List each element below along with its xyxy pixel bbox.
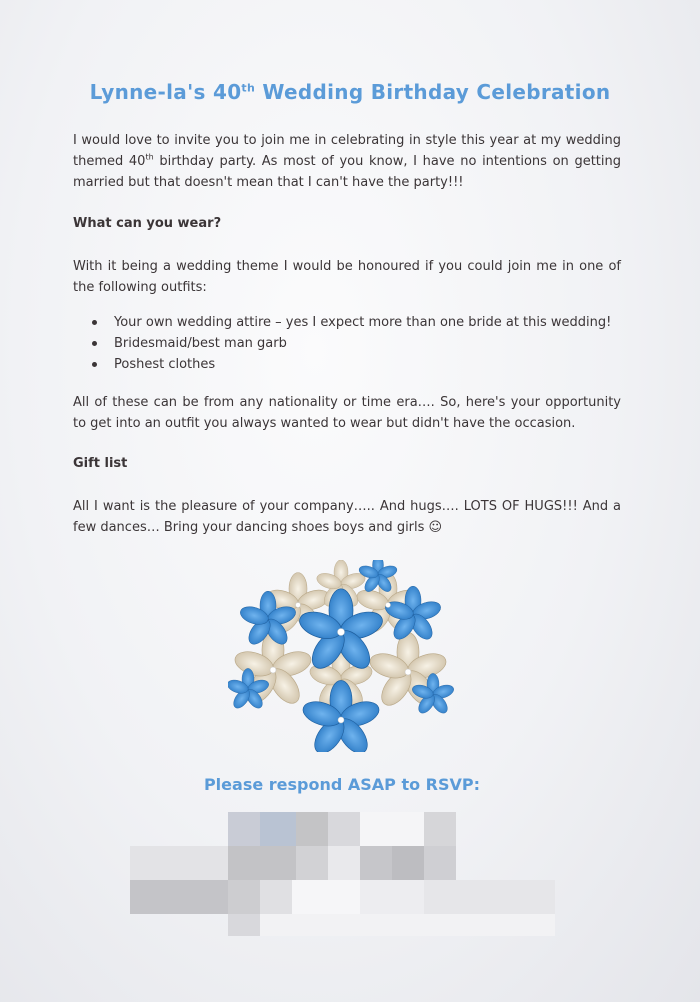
wear-paragraph: With it being a wedding theme I would be honoured if you could join me in one of the following outfits: — [73, 259, 621, 295]
bullet-icon — [92, 341, 97, 346]
gift-heading: Gift list — [73, 456, 128, 471]
list-item: Bridesmaid/best man garb — [92, 333, 611, 354]
page-title: Lynne-la's 40th Wedding Birthday Celebration — [89, 80, 611, 104]
redacted-contact-block — [130, 812, 560, 937]
intro-superscript: th — [145, 152, 154, 162]
bullet-icon — [92, 320, 97, 325]
wear-heading: What can you wear? — [73, 216, 222, 231]
bullet-icon — [92, 362, 97, 367]
gift-paragraph: All I want is the pleasure of your company….. And hugs…. LOTS OF HUGS!!! And a few dances… Bring your dancing shoes boys and girls ☺ — [73, 499, 621, 535]
flower-bouquet-image — [228, 560, 454, 752]
title-superscript: th — [241, 81, 256, 95]
list-item: Poshest clothes — [92, 354, 611, 375]
era-paragraph: All of these can be from any nationality or time era…. So, here's your opportunity to get into an outfit you always wanted to wear but didn't have the occasion. — [73, 395, 621, 431]
outfit-list — [92, 312, 611, 375]
rsvp-heading: Please respond ASAP to RSVP: — [203, 775, 481, 794]
intro-paragraph: I would love to invite you to join me in celebrating in style this year at my wedding themed 40th birthday party. As most of you know, I have no intentions on getting married but that doesn't mean that I can't have the party!!! — [73, 133, 621, 190]
list-item: Your own wedding attire – yes I expect more than one bride at this wedding! — [92, 312, 611, 333]
